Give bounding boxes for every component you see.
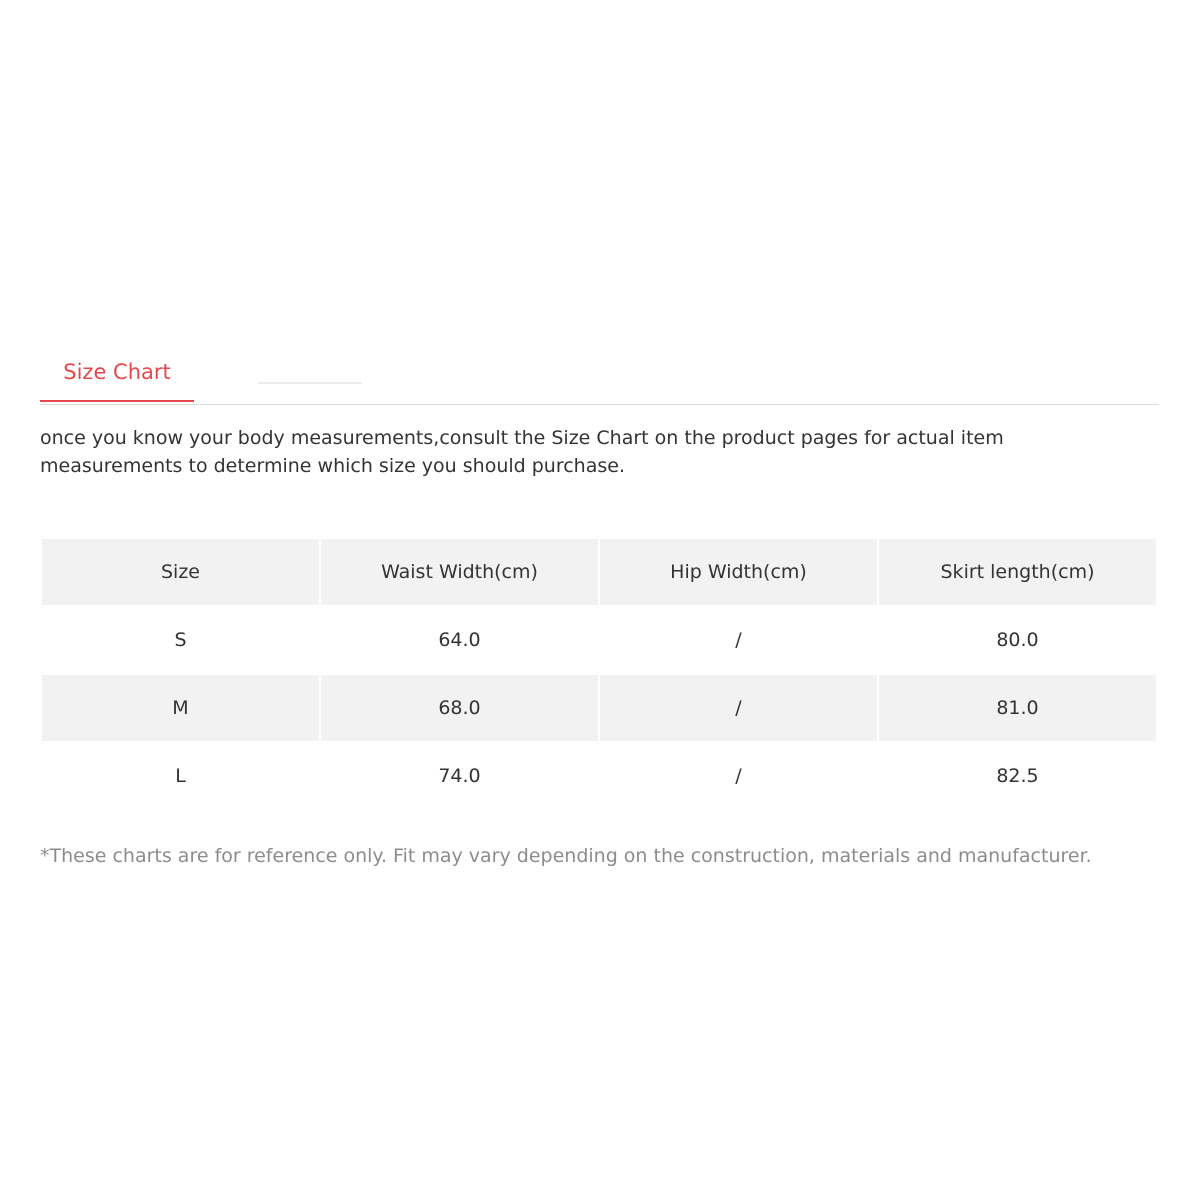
cell-skirt-length: 80.0 <box>879 607 1156 673</box>
header-skirt-length: Skirt length(cm) <box>879 539 1156 605</box>
cell-hip-width: / <box>600 743 877 809</box>
header-waist-width: Waist Width(cm) <box>321 539 598 605</box>
tab-bar <box>40 344 1159 405</box>
size-table <box>40 537 1158 811</box>
intro-text: once you know your body measurements,consult the Size Chart on the product pages for actual item measurements to determine which size you should purchase. <box>40 427 1004 477</box>
cell-skirt-length: 81.0 <box>879 675 1156 741</box>
table-header-row <box>42 539 1156 605</box>
cell-hip-width: / <box>600 675 877 741</box>
cell-hip-width: / <box>600 607 877 673</box>
header-hip-width: Hip Width(cm) <box>600 539 877 605</box>
cell-waist-width: 64.0 <box>321 607 598 673</box>
cell-size: S <box>42 607 319 673</box>
cell-size: L <box>42 743 319 809</box>
tab-size-chart[interactable]: Size Chart <box>40 344 194 402</box>
cell-size: M <box>42 675 319 741</box>
cell-waist-width: 68.0 <box>321 675 598 741</box>
table-row <box>42 675 1156 741</box>
reference-note: *These charts are for reference only. Fit may vary depending on the construction, materials and manufacturer. <box>40 845 1092 867</box>
cell-waist-width: 74.0 <box>321 743 598 809</box>
table-row <box>42 607 1156 673</box>
table-row <box>42 743 1156 809</box>
cell-skirt-length: 82.5 <box>879 743 1156 809</box>
header-size: Size <box>42 539 319 605</box>
tab-placeholder-divider <box>258 382 362 384</box>
